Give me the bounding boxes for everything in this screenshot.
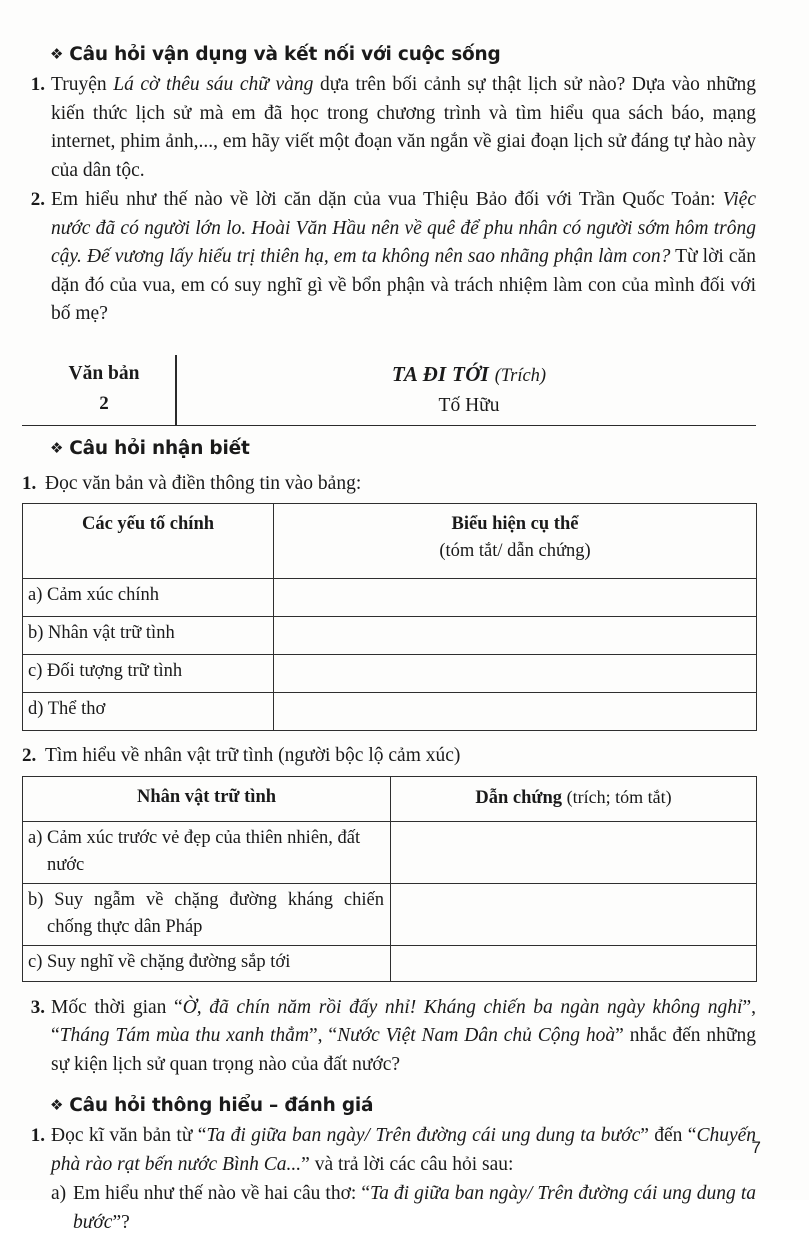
row-answer-field[interactable] — [274, 655, 757, 693]
row-label: b) Nhân vật trữ tình — [23, 617, 274, 655]
section-heading-apply-text: Câu hỏi vận dụng và kết nối với cuộc sống — [69, 44, 501, 65]
page-content — [22, 44, 756, 1237]
text-author: Tố Hữu — [438, 394, 500, 416]
table-lyric-subject — [22, 776, 757, 982]
table-main-elements — [22, 503, 757, 731]
row-answer-field[interactable] — [391, 945, 757, 981]
row-answer-field[interactable] — [274, 693, 757, 731]
table-row — [23, 945, 757, 981]
question-recognize-3 — [22, 994, 756, 1080]
banner-number: 2 — [99, 392, 109, 414]
text-title: TA ĐI TỚI (Trích) — [391, 361, 547, 386]
title-note: (Trích) — [494, 365, 547, 386]
row-answer-field[interactable] — [274, 617, 757, 655]
question-number: 2. — [30, 189, 45, 210]
table-header-row — [23, 776, 757, 821]
row-label: d) Thể thơ — [23, 693, 274, 731]
question-number: 1. — [22, 472, 37, 494]
sub-question-text: Em hiểu như thế nào về hai câu thơ: “Ta đi giữa ban ngày/ Trên đường cái ung dung ta bước”? — [73, 1183, 756, 1233]
diamond-cluster-icon: ❖ — [50, 1096, 64, 1114]
column-header-evidence: Dẫn chứng (trích; tóm tắt) — [391, 776, 757, 821]
question-number: 1. — [30, 1125, 45, 1146]
row-label: a) Cảm xúc chính — [23, 579, 274, 617]
question-text: Truyện Lá cờ thêu sáu chữ vàng dựa trên bối cảnh sự thật lịch sử nào? Dựa vào những kiến thức lịch sử mà em đã học trong chương trình và tìm hiểu qua sách báo, mạng internet, phim ảnh,..., em hãy viết một đoạn văn ngắn về giai đoạn lịch sử đáng tự hào này của dân tộc. — [51, 74, 757, 181]
section-heading-apply — [50, 44, 756, 65]
table-header-row — [23, 504, 757, 579]
question-apply-1 — [22, 71, 756, 185]
row-label: c) Đối tượng trữ tình — [23, 655, 274, 693]
banner-divider — [175, 355, 177, 425]
question-text: Tìm hiểu về nhân vật trữ tình (người bộc lộ cảm xúc) — [45, 745, 461, 766]
diamond-cluster-icon: ❖ — [50, 438, 64, 457]
column-header-elements: Các yếu tố chính — [23, 504, 274, 579]
row-label: b) Suy ngẫm về chặng đường kháng chiến chống thực dân Pháp — [23, 883, 391, 945]
diamond-cluster-icon: ❖ — [50, 45, 64, 63]
document-banner — [22, 351, 756, 426]
row-label: c) Suy nghĩ về chặng đường sắp tới — [23, 945, 391, 981]
question-comprehend-1 — [22, 1122, 756, 1179]
row-answer-field[interactable] — [391, 883, 757, 945]
section-heading-comprehend — [50, 1095, 756, 1116]
sub-question-letter: a) — [51, 1183, 67, 1204]
section-heading-recognize-text: Câu hỏi nhận biết — [69, 437, 250, 459]
table-row — [23, 883, 757, 945]
question-text: Đọc văn bản và điền thông tin vào bảng: — [45, 472, 362, 494]
table-row — [23, 617, 757, 655]
question-number: 1. — [30, 74, 45, 95]
question-text: Đọc kĩ văn bản từ “Ta đi giữa ban ngày/ Trên đường cái ung dung ta bước” đến “Chuyến phà rào rạt bến nước Bình Ca...” và trả lời các câu hỏi sau: — [51, 1125, 757, 1175]
banner-label-text: Văn bản — [68, 362, 140, 384]
question-recognize-1 — [22, 470, 756, 499]
question-apply-2 — [22, 186, 756, 329]
question-number: 3. — [30, 996, 45, 1018]
row-answer-field[interactable] — [391, 821, 757, 883]
column-header-manifestation: Biểu hiện cụ thể (tóm tắt/ dẫn chứng) — [274, 504, 757, 579]
page-number: 7 — [751, 1138, 761, 1157]
column-subheader: (tóm tắt/ dẫn chứng) — [439, 541, 591, 561]
section-heading-comprehend-text: Câu hỏi thông hiểu – đánh giá — [69, 1095, 374, 1116]
column-header-lyric-subject: Nhân vật trữ tình — [23, 776, 391, 821]
table-row — [23, 821, 757, 883]
table-row — [23, 693, 757, 731]
question-number: 2. — [22, 745, 37, 766]
column-header-note: (trích; tóm tắt) — [566, 786, 672, 807]
banner-titles — [182, 359, 756, 420]
row-answer-field[interactable] — [274, 579, 757, 617]
question-comprehend-1a — [51, 1180, 756, 1237]
section-heading-recognize — [50, 438, 756, 459]
question-text: Em hiểu như thế nào về lời căn dặn của vua Thiệu Bảo đối với Trần Quốc Toản: Việc nước đã có người lớn lo. Hoài Văn Hầu nên về quê để phu nhân có người sớm hôm trông cậy. Đế vương lấy hiếu trị thiên hạ, em ta không nên sao nhãng phận làm con? Từ lời căn dặn đó của vua, em có suy nghĩ gì về bổn phận và trách nhiệm làm con của mình đối với bố mẹ? — [51, 189, 756, 324]
table-row — [23, 579, 757, 617]
table-row — [23, 655, 757, 693]
question-recognize-2 — [22, 742, 756, 771]
banner-label — [44, 359, 164, 419]
row-label: a) Cảm xúc trước vẻ đẹp của thiên nhiên, đất nước — [23, 821, 391, 883]
question-text: Mốc thời gian “Ờ, đã chín năm rồi đấy nhỉ! Kháng chiến ba ngàn ngày không nghỉ”, “Tháng Tám mùa thu xanh thẳm”, “Nước Việt Nam Dân chủ Cộng hoà” nhắc đến những sự kiện lịch sử quan trọng nào của đất nước? — [51, 996, 756, 1075]
